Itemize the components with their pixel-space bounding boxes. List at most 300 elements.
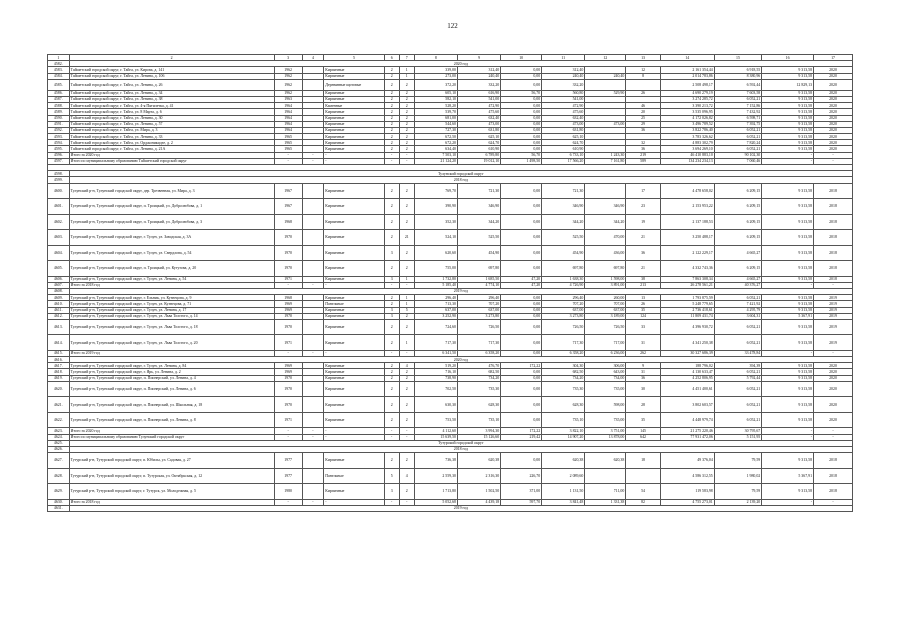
table-cell: 707,20 [542,301,585,307]
table-cell: 172,22 [501,428,542,434]
table-cell [302,79,324,90]
table-cell: 4 [302,55,324,61]
table-cell: 682,50 [542,369,585,375]
table-cell: 620,38 [457,453,500,469]
table-cell: 1980 [274,484,302,500]
table-cell: 4628. [48,468,70,484]
table-cell: 724,60 [414,319,457,335]
table-cell: 29 [626,121,661,127]
table-cell: 219 [626,152,661,158]
table-cell: 2 [399,199,414,215]
table-cell: 79,59 [714,484,761,500]
table-cell: 6 592,44 [714,79,761,90]
table-cell: 9 313,58 [762,484,814,500]
table-cell: 11 809 431,74 [660,313,714,319]
register-table [47,54,853,512]
table-cell: 2 153 953,22 [660,199,714,215]
table-cell: 0,00 [501,319,542,335]
table-cell: 2 139,20 [714,499,761,505]
table-cell: 0,00 [501,453,542,469]
table-cell: 624,70 [542,140,585,146]
table-cell: 541,00 [457,96,500,102]
table-cell: - [324,428,384,434]
table-cell: Тулунский р-н, Тулунский городской округ, г. Тулун, ул. Ленина, д. 84 [69,363,274,369]
table-cell: Панельные [324,301,384,307]
table-cell: 4 252 806,95 [660,375,714,381]
table-cell: 0,00 [501,140,542,146]
table-cell: 15 639,50 [414,434,457,440]
table-cell: 4582. [48,61,70,67]
table-cell [302,214,324,230]
table-cell: 262 [626,350,661,356]
table-cell: 1970 [274,230,302,246]
table-cell: 9 313,58 [762,183,814,199]
table-cell: 632,40 [542,115,585,121]
table-cell: 2019 [814,307,853,313]
table-cell: 7 161,80 [585,158,626,164]
table-cell: 9 313,58 [762,363,814,369]
table-cell: - [399,499,414,505]
table-cell: 2 [399,484,414,500]
table-cell: 1965 [274,134,302,140]
table-cell: 2 [399,245,414,261]
table-cell: 1 331,38 [585,499,626,505]
table-cell: 682,50 [457,369,500,375]
table-cell: 711,00 [585,484,626,500]
table-cell: 0,00 [501,230,542,246]
table-cell: 1964 [274,115,302,121]
table-cell: 735,10 [457,412,500,428]
table-cell: 735,10 [542,412,585,428]
table-cell: 2020 [814,375,853,381]
table-cell: 525,50 [542,230,585,246]
table-cell: 0,00 [501,295,542,301]
table-cell: 339,00 [414,67,457,73]
table-cell: - [324,282,384,288]
table-cell: 4616. [48,357,70,363]
table-cell: 2018 [814,183,853,199]
table-cell: 18 [626,453,661,469]
table-cell: 2019 [814,335,853,351]
table-cell: 4 665,27 [714,276,761,282]
table-cell [302,453,324,469]
table-cell: 296,40 [414,295,457,301]
table-cell: Кирпичные [324,127,384,133]
table-cell: 9 313,58 [762,103,814,109]
table-cell: 1965 [274,140,302,146]
table-cell: 1970 [274,375,302,381]
table-cell: 2019 [814,313,853,319]
table-cell [302,319,324,335]
table-cell: 6 209,15 [714,261,761,277]
table-cell: 6 052,21 [714,381,761,397]
table-cell: 12 [626,67,661,73]
table-cell: 1967 [274,199,302,215]
table-row [48,335,853,351]
table-cell: 1 980,02 [714,468,761,484]
table-cell: 738,90 [414,375,457,381]
table-cell: 14 [660,55,714,61]
table-cell: 2020 [814,369,853,375]
table-cell: 4630. [48,499,70,505]
table-cell: 344,20 [457,214,500,230]
table-cell [302,335,324,351]
table-cell: - [324,434,384,440]
table-cell: 9 313,58 [762,199,814,215]
table-cell: - [399,434,414,440]
table-cell: 2 [384,183,399,199]
table-cell: 6 209,15 [714,214,761,230]
table-cell: 2 [384,301,399,307]
table-cell: 2019 год [69,288,852,294]
table-row [48,230,853,246]
table-cell: 4623. [48,428,70,434]
table-cell [302,183,324,199]
table-cell: Итого за 2019 год [69,350,274,356]
table-cell: Кирпичные [324,134,384,140]
table-cell: Кирпичные [324,307,384,313]
table-cell: Тайшетский городской округ, г. Тайга, ул. Орджоникидзе, д. 2 [69,140,274,146]
table-cell: 4 451 400,61 [660,381,714,397]
table-cell: Итого за 2020 год [69,152,274,158]
table-cell: 717,00 [585,335,626,351]
table-cell: 1 131,50 [542,484,585,500]
table-cell: 632,40 [457,115,500,121]
table-cell: 9 313,58 [762,335,814,351]
table-cell: 240,40 [585,73,626,79]
table-cell: 473,00 [542,121,585,127]
table-cell: Тулунский р-н, Тулунский городской округ, п. Пионерский, ул. Школьная, д. 18 [69,397,274,413]
table-cell: 5 [399,307,414,313]
table-cell: Кирпичные [324,230,384,246]
table-cell: 4 396 930,72 [660,319,714,335]
table-cell: - [324,499,384,505]
table-cell: - [814,152,853,158]
table-cell: Кирпичные [324,183,384,199]
table-cell: 3 189,00 [585,313,626,319]
table-cell: 46 [626,103,661,109]
table-cell: 620,38 [585,453,626,469]
table-cell: 544,60 [414,121,457,127]
table-cell: Тутурский р-н, Тутурский городской округ, п. Тутурская, ул. Октябрьская, д. 12 [69,468,274,484]
table-cell: 9 313,58 [762,319,814,335]
table-row [48,484,853,500]
table-cell: 2 [384,381,399,397]
table-cell: - [762,499,814,505]
table-cell: 4631. [48,505,70,511]
table-cell: Итого по муниципальному образованию Тайшетский городской округ [69,158,274,164]
table-cell: 10 [501,55,542,61]
table-cell: Каменные [324,103,384,109]
table-cell: Кирпичные [324,295,384,301]
table-cell: 0,00 [501,381,542,397]
table-cell: Тутурский городской округ [69,440,852,446]
table-row [48,199,853,215]
table-row [48,397,853,413]
table-cell: Кирпичные [324,109,384,115]
table-cell: 3 274 285,72 [660,96,714,102]
table-cell: 33 478,84 [714,350,761,356]
table-cell: 8 [626,73,661,79]
table-cell: 4584. [48,73,70,79]
table-cell: 6 918,55 [714,67,761,73]
table-cell: 716,10 [414,369,457,375]
table-cell: 2 [384,335,399,351]
table-cell: 9 313,58 [762,276,814,282]
table-cell: 2 [384,453,399,469]
table-cell: 736,38 [414,453,457,469]
table-cell: 26 278 561,21 [660,282,714,288]
table-cell: 634,40 [414,146,457,152]
table-cell: 260,00 [585,295,626,301]
table-cell: - [814,350,853,356]
table-cell: Кирпичные [324,199,384,215]
table-cell: Кирпичные [324,319,384,335]
table-cell: 1965 [274,146,302,152]
table-cell: 56,70 [501,152,542,158]
table-cell: 145 [626,428,661,434]
table-cell: 9 313,58 [762,245,814,261]
table-cell: 12 [585,55,626,61]
table-cell: 5 248 779,65 [660,301,714,307]
table-cell: 6 733,10 [542,152,585,158]
table-cell: 240,40 [457,73,500,79]
table-cell: 371,00 [501,484,542,500]
table-cell: 2 [399,397,414,413]
table-cell: 2 [399,369,414,375]
table-cell: 631,80 [457,127,500,133]
table-cell: 2 [399,261,414,277]
table-cell: 26 [626,90,661,96]
table-cell: 2 [384,109,399,115]
table-cell: 2 [399,453,414,469]
table-cell: 2 089,60 [542,468,585,484]
table-cell: 4617. [48,363,70,369]
table-cell: 582,10 [414,96,457,102]
table-cell: 1963 [274,96,302,102]
table-cell: 0,00 [501,412,542,428]
table-cell: Кирпичные [324,146,384,152]
table-cell: 6 236,00 [585,350,626,356]
table-cell: 296,40 [542,295,585,301]
table-cell: 23 [626,199,661,215]
table-cell: 2 [399,381,414,397]
table-cell: 2 [384,134,399,140]
table-cell: 475,60 [542,109,585,115]
table-cell: 616,90 [457,90,500,96]
table-cell: 5 185,40 [414,282,457,288]
table-cell: 9 313,58 [762,412,814,428]
table-cell: Кирпичные [324,121,384,127]
table-cell: 2020 [814,381,853,397]
table-cell: Кирпичные [324,140,384,146]
table-cell: 2 [399,79,414,90]
table-cell: 637,00 [542,307,585,313]
table-cell: 2 [399,375,414,381]
table-cell: 2 [384,127,399,133]
table-cell: - [302,434,324,440]
table-cell: 1964 [274,127,302,133]
table-cell: 4594. [48,140,70,146]
table-cell: 637,00 [585,307,626,313]
table-cell: 605,10 [414,90,457,96]
table-cell: 2 [384,146,399,152]
table-cell: 1964 [274,103,302,109]
table-cell: 0,00 [501,115,542,121]
table-cell: - [399,350,414,356]
table-cell: - [762,350,814,356]
table-cell: 3 273,80 [457,313,500,319]
table-cell: 2 [384,140,399,146]
table-cell: 346,90 [457,199,500,215]
table-cell: 15 [714,55,761,61]
table-cell: 4622. [48,412,70,428]
table-cell: Тулунский р-н, Тулунский городской округ, п. Троицкий, ул. Кутузова, д. 20 [69,261,274,277]
table-cell: 11 [542,55,585,61]
table-cell: 4 172 026,82 [660,115,714,121]
table-cell: Тулунский р-н, Тулунский городской округ, г. Тулун, ул. Льва Толстого, д. 20 [69,335,274,351]
table-cell: 4 755 273,01 [660,499,714,505]
table-cell: - [274,434,302,440]
table-cell: 8 [414,55,457,61]
table-cell: Кирпичные [324,261,384,277]
table-row [48,412,853,428]
table-cell: 6 052,21 [714,397,761,413]
table-cell: 38 [626,276,661,282]
table-cell: 21 [399,230,414,246]
table-cell: Тулунский р-н, Тулунский городской округ, г. Ельник, ул. Кузнецова, д. 9 [69,295,274,301]
table-row [48,79,853,90]
table-cell: 4606. [48,276,70,282]
table-cell: 28 [626,397,661,413]
table-cell: 2018 [814,230,853,246]
table-cell: 3 822 786,40 [660,127,714,133]
table-cell: 6 209,15 [714,199,761,215]
table-cell: 1 [399,67,414,73]
table-cell [302,412,324,428]
table-cell: 1970 [274,381,302,397]
table-cell: Деревянные щитовые [324,79,384,90]
table-cell: Тутурский р-н, Тутурский городской округ, п. Юбилы, ул. Садовая, д. 27 [69,453,274,469]
table-cell: Тайшетский городской округ, г. Тайга, ул. Ленина, д. 34 [69,90,274,96]
table-cell: 1 685,50 [457,276,500,282]
table-cell: 119 583,98 [660,484,714,500]
table-cell: 0,00 [501,73,542,79]
table-cell: Тулунский р-н, Тулунский городской округ, п. Троицкий, ул. Добролюбова, д. 1 [69,199,274,215]
table-cell: 124 [626,313,661,319]
table-cell: - [384,434,399,440]
table-cell: 9 313,58 [762,127,814,133]
table-cell: 2018 [814,261,853,277]
table-cell: 1964 [274,121,302,127]
table-cell: 30 795,67 [714,428,761,434]
table-cell: 9 313,58 [762,90,814,96]
table-cell: 2020 год [69,61,852,67]
table-cell: - [274,499,302,505]
table-cell: 2019 [814,319,853,335]
table-cell: - [302,350,324,356]
table-cell: 2020 [814,397,853,413]
table-cell: 6 052,21 [714,319,761,335]
table-cell: 4626. [48,446,70,452]
table-cell: 2 [399,115,414,121]
table-cell: 4604. [48,245,70,261]
table-cell: 5 151,95 [714,434,761,440]
table-cell: 2 [399,319,414,335]
table-cell: 1962 [274,67,302,73]
table-cell: 1977 [274,453,302,469]
table-cell: 4602. [48,214,70,230]
table-cell: 40 376,27 [714,282,761,288]
table-cell: 1 713,80 [414,484,457,500]
table-cell: 2 [384,96,399,102]
table-cell: 1967 [274,183,302,199]
table-cell: 610,90 [457,146,500,152]
table-cell: 3 [384,484,399,500]
table-cell: 9 313,58 [762,73,814,79]
table-cell: 2 [399,412,414,428]
table-cell: 332,20 [457,79,500,90]
table-cell: 2018 [814,214,853,230]
table-cell: 2019 год [69,505,852,511]
table-cell: 9 313,58 [762,109,814,115]
table-cell: Итого за 2018 год [69,499,274,505]
table-cell: 5 367,91 [762,313,814,319]
table-cell: 4 586 312,55 [660,468,714,484]
table-cell: 735,00 [585,381,626,397]
table-cell: 9 313,58 [762,295,814,301]
table-cell: 697,80 [542,261,585,277]
table-cell: 1964 [274,109,302,115]
table-cell: 344,20 [542,214,585,230]
table-cell: 735,00 [585,412,626,428]
table-cell: Кирпичные [324,484,384,500]
table-cell: 472,90 [457,103,500,109]
table-cell: 0,00 [501,301,542,307]
table-cell: 519,20 [414,363,457,369]
table-cell: 2018 [814,453,853,469]
table-cell [302,397,324,413]
table-cell: 2020 [814,412,853,428]
table-cell: 3 [384,245,399,261]
table-cell: 4583. [48,67,70,73]
table-cell: 734,00 [585,375,626,381]
table-cell: 2 [384,261,399,277]
table-cell: 1969 [274,369,302,375]
table-cell: 1962 [274,73,302,79]
table-cell: 0,00 [501,375,542,381]
table-cell: 213 [626,282,661,288]
table-cell: 713,30 [414,301,457,307]
table-cell: - [384,282,399,288]
table-cell: 32 [626,140,661,146]
table-cell: 3 [274,55,302,61]
table-cell: 5 367,91 [762,468,814,484]
table-cell: 0,00 [501,67,542,73]
table-cell: Тулунский р-н, Тулунский городской округ, п. Троицкий, ул. Добролюбова, д. 3 [69,214,274,230]
table-cell: 9 313,58 [762,397,814,413]
table-cell: 525,50 [457,230,500,246]
table-cell: 1 498,50 [501,158,542,164]
page-number: 122 [447,22,458,30]
table-cell: Кирпичные [324,412,384,428]
table-cell: 3 [384,276,399,282]
table-cell: 6 052,21 [714,127,761,133]
table-cell: 79,59 [714,453,761,469]
table-cell: 4 [399,363,414,369]
table-cell: 4 774,10 [457,282,500,288]
table-cell: - [274,152,302,158]
